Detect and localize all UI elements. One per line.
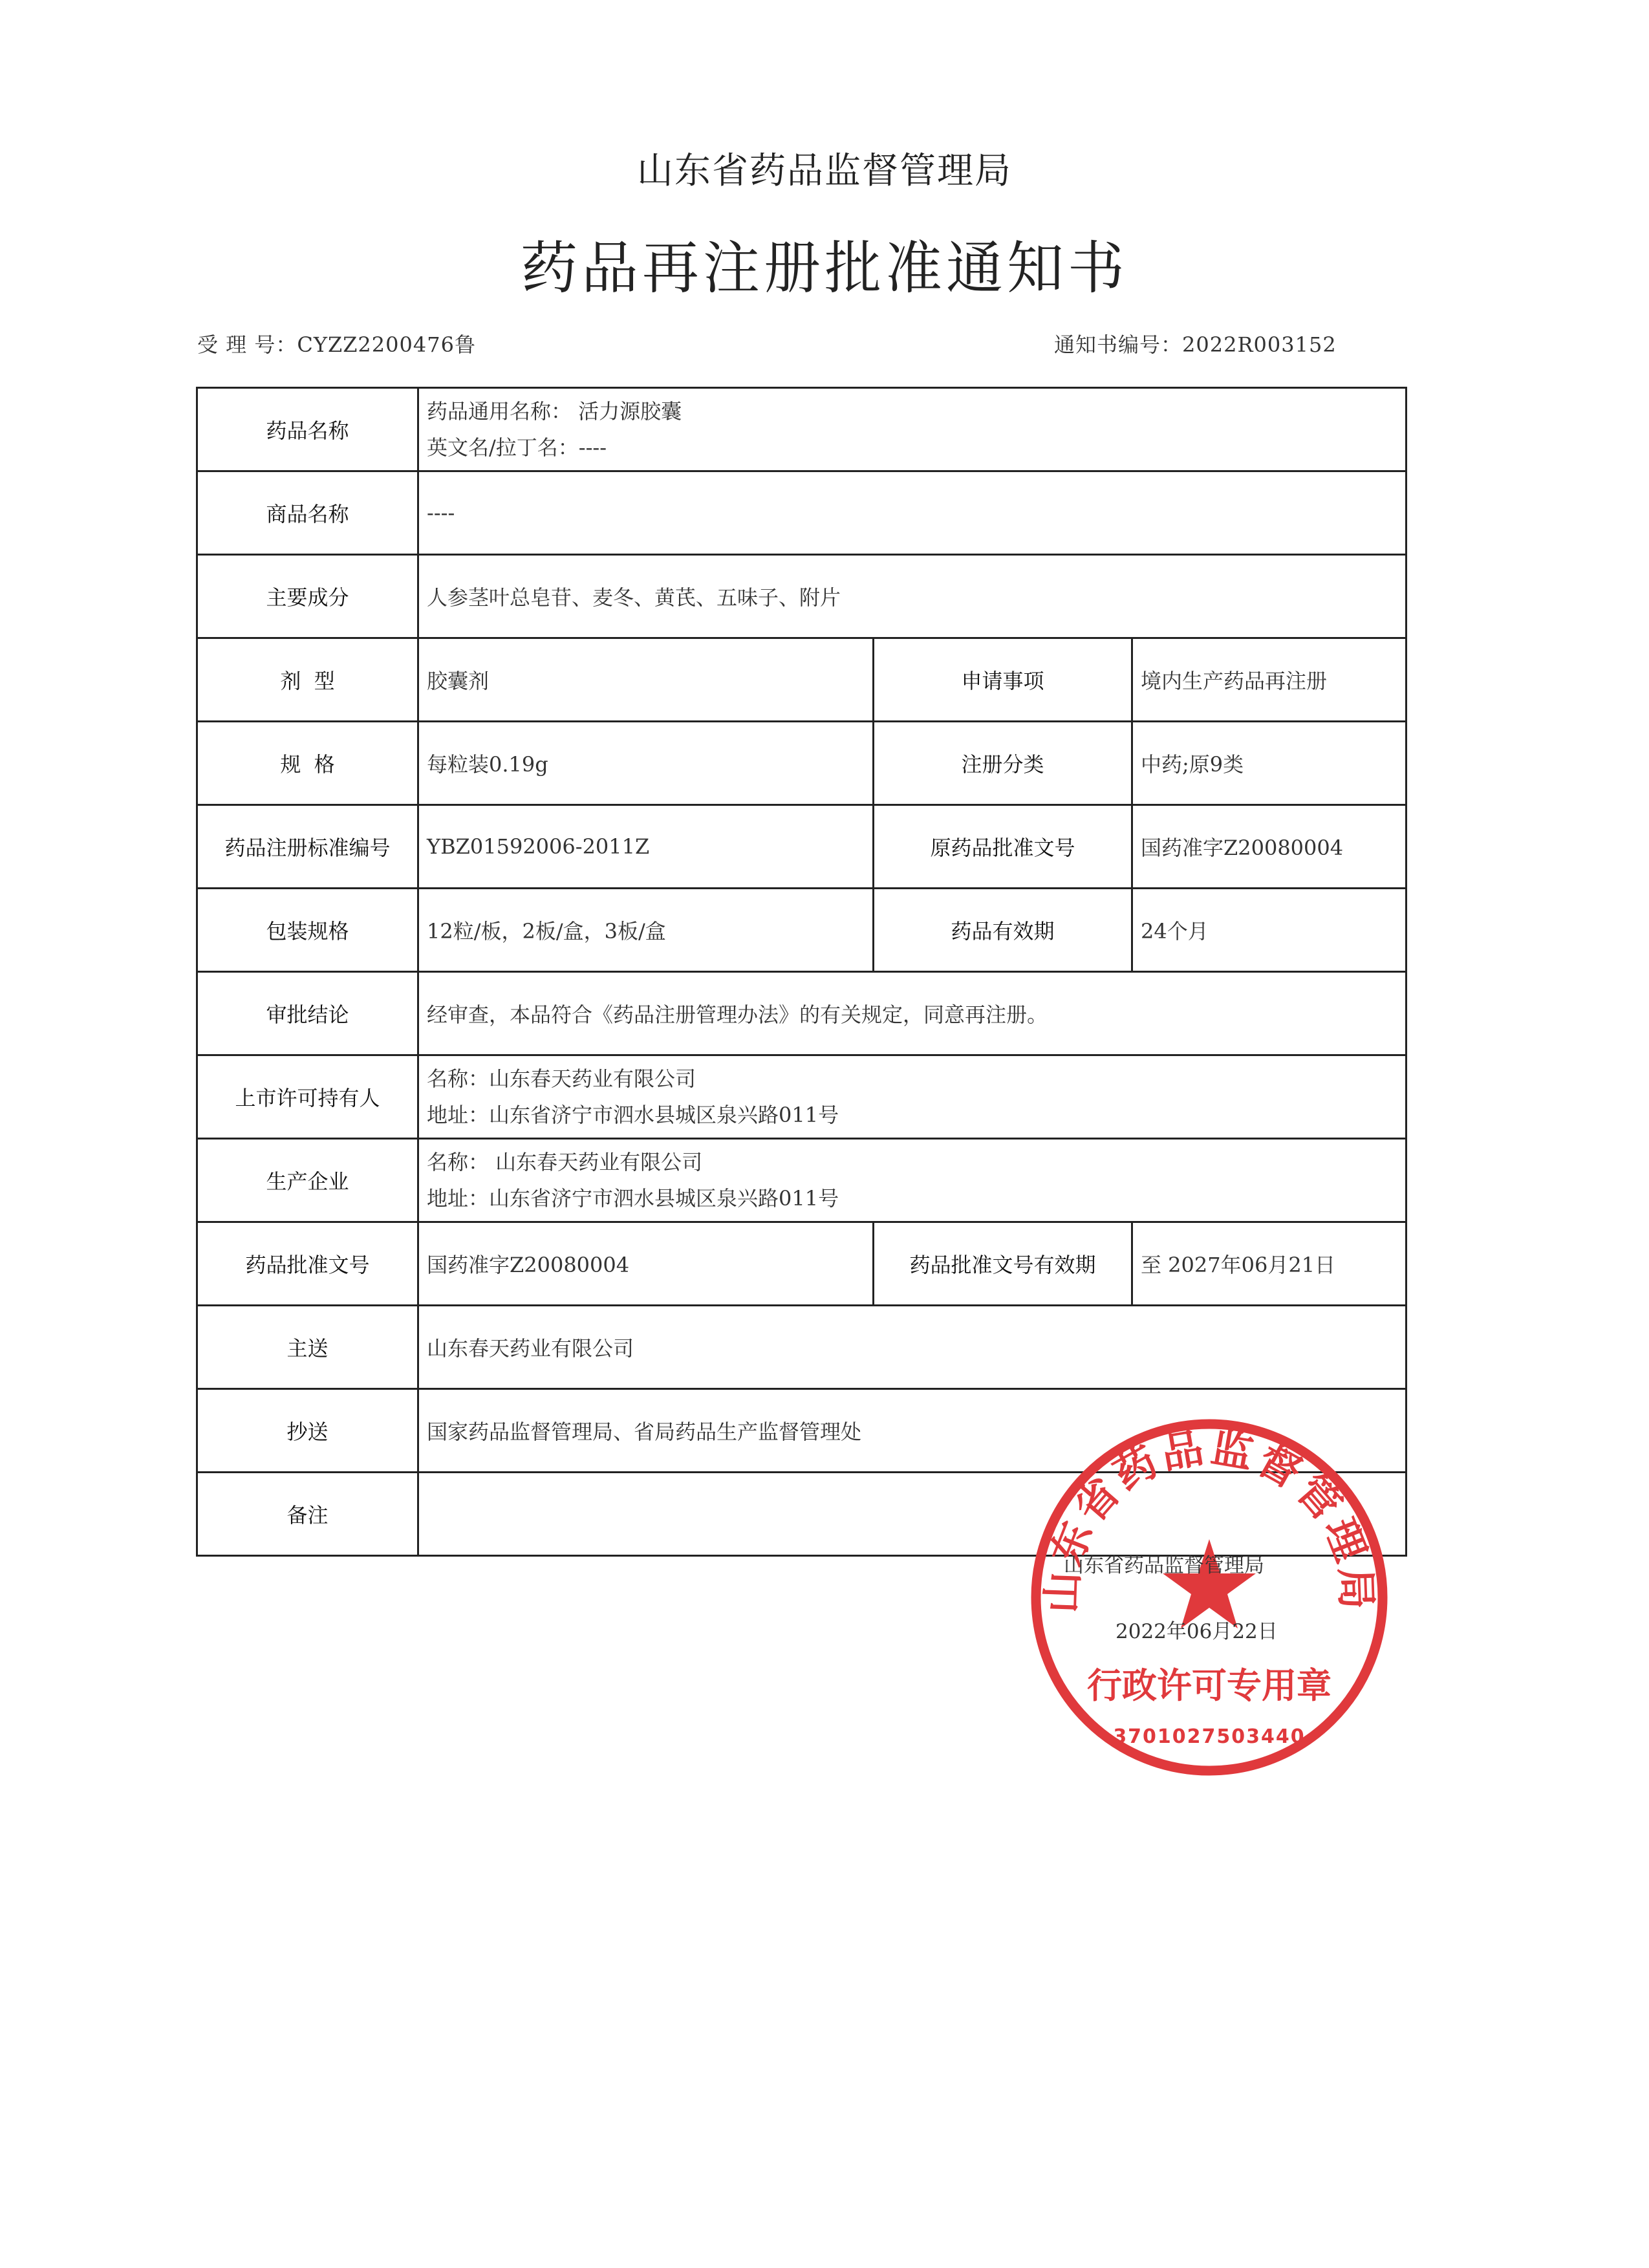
row-package	[197, 889, 1406, 972]
label-drug-name: 药品名称	[197, 388, 418, 471]
seal-code: 3701027503440	[1113, 1725, 1306, 1748]
row-standard-no	[197, 805, 1406, 889]
value-cc: 国家药品监督管理局、省局药品生产监督管理处	[418, 1389, 1406, 1473]
seal-name-text: 山东省药品监督管理局	[1037, 1423, 1381, 1614]
label-approval-no: 药品批准文号	[197, 1222, 418, 1306]
label-standard-no: 药品注册标准编号	[197, 805, 418, 889]
value-trade-name: ----	[418, 471, 1406, 555]
value-approval-no: 国药准字Z20080004	[418, 1222, 874, 1306]
label-manufacturer: 生产企业	[197, 1139, 418, 1222]
mah-address: 地址：山东省济宁市泗水县城区泉兴路011号	[427, 1103, 839, 1127]
label-application: 申请事项	[874, 638, 1132, 722]
approval-form-table	[196, 387, 1407, 1557]
value-drug-name	[418, 388, 1406, 471]
value-mah	[418, 1055, 1406, 1139]
row-approval-no	[197, 1222, 1406, 1306]
label-reg-class: 注册分类	[874, 722, 1132, 805]
row-spec	[197, 722, 1406, 805]
row-drug-name	[197, 388, 1406, 471]
row-conclusion	[197, 972, 1406, 1055]
issuing-agency: 山东省药品监督管理局	[637, 150, 1012, 192]
label-mah: 上市许可持有人	[197, 1055, 418, 1139]
notice-number: 通知书编号：2022R003152	[1054, 332, 1337, 357]
value-dosage-form: 胶囊剂	[418, 638, 874, 722]
label-package: 包装规格	[197, 889, 418, 972]
label-trade-name: 商品名称	[197, 471, 418, 555]
label-ingredients: 主要成分	[197, 555, 418, 638]
row-dosage-form	[197, 638, 1406, 722]
row-trade-name	[197, 471, 1406, 555]
document-title: 药品再注册批准通知书	[520, 235, 1128, 301]
acceptance-number: 受 理 号：CYZZ2200476鲁	[197, 332, 476, 357]
mah-name: 名称：山东春天药业有限公司	[427, 1066, 696, 1091]
value-reg-class: 中药;原9类	[1132, 722, 1406, 805]
english-name: 英文名/拉丁名：----	[427, 435, 607, 460]
label-conclusion: 审批结论	[197, 972, 418, 1055]
label-validity: 药品有效期	[874, 889, 1132, 972]
row-manufacturer	[197, 1139, 1406, 1222]
label-approval-validity: 药品批准文号有效期	[874, 1222, 1132, 1306]
label-dosage-form: 剂 型	[197, 638, 418, 722]
value-ingredients: 人参茎叶总皂苷、麦冬、黄芪、五味子、附片	[418, 555, 1406, 638]
value-application: 境内生产药品再注册	[1132, 638, 1406, 722]
row-ingredients	[197, 555, 1406, 638]
value-package: 12粒/板，2板/盒，3板/盒	[418, 889, 874, 972]
value-conclusion: 经审查，本品符合《药品注册管理办法》的有关规定，同意再注册。	[418, 972, 1406, 1055]
signature-date: 2022年06月22日	[1116, 1620, 1278, 1643]
official-seal	[1022, 1410, 1397, 1785]
manufacturer-address: 地址：山东省济宁市泗水县城区泉兴路011号	[427, 1186, 839, 1211]
manufacturer-name: 名称： 山东春天药业有限公司	[427, 1150, 703, 1174]
value-standard-no: YBZ01592006-2011Z	[418, 805, 874, 889]
generic-name: 药品通用名称： 活力源胶囊	[427, 399, 682, 424]
seal-subtitle: 行政许可专用章	[1087, 1665, 1331, 1706]
value-approval-validity: 至 2027年06月21日	[1132, 1222, 1406, 1306]
label-spec: 规 格	[197, 722, 418, 805]
value-spec: 每粒装0.19g	[418, 722, 874, 805]
value-orig-approval: 国药准字Z20080004	[1132, 805, 1406, 889]
value-validity: 24个月	[1132, 889, 1406, 972]
row-send-to	[197, 1306, 1406, 1389]
label-send-to: 主送	[197, 1306, 418, 1389]
label-remarks: 备注	[197, 1473, 418, 1556]
row-mah	[197, 1055, 1406, 1139]
value-send-to: 山东春天药业有限公司	[418, 1306, 1406, 1389]
value-manufacturer	[418, 1139, 1406, 1222]
signature-agency: 山东省药品监督管理局	[1064, 1554, 1264, 1577]
label-cc: 抄送	[197, 1389, 418, 1473]
label-orig-approval: 原药品批准文号	[874, 805, 1132, 889]
